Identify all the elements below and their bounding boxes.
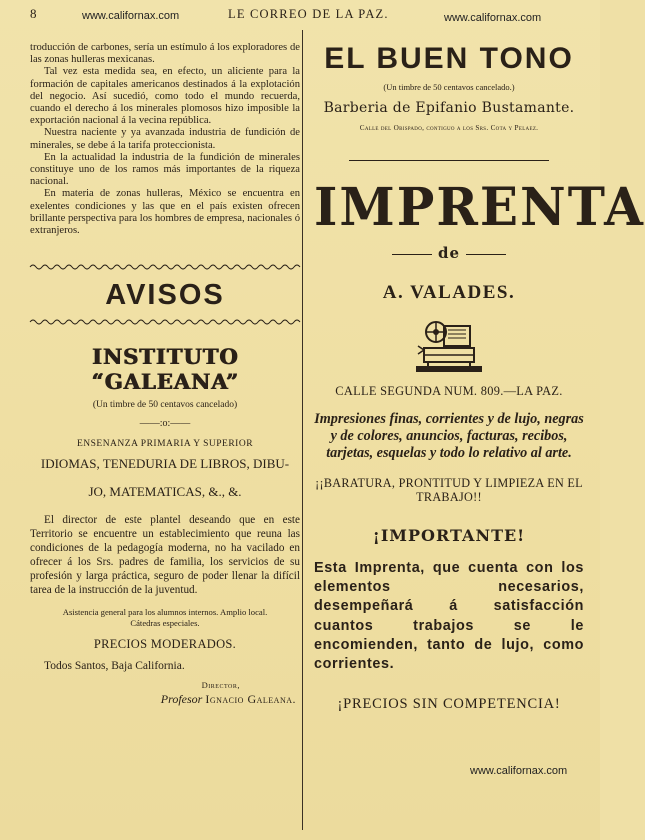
article-text bbox=[30, 42, 300, 237]
precios-sin-competencia: ¡PRECIOS SIN COMPETENCIA! bbox=[337, 696, 561, 713]
page-number: 8 bbox=[30, 6, 37, 21]
imprenta-services: Impresiones finas, corrientes y de lujo, negras y de colores, anuncios, facturas, recibos, tarjetas, esquelas y todo lo relativo al arte. bbox=[314, 411, 584, 461]
asistencia-line-1: Asistencia general para los alumnos internos. Amplio local. bbox=[62, 607, 268, 618]
wavy-rule-bottom bbox=[30, 318, 300, 326]
ensenanza-line: ENSENANZA PRIMARIA Y SUPERIOR bbox=[76, 439, 254, 450]
location-line: Todos Santos, Baja California. bbox=[44, 660, 185, 673]
buen-tono-address: Calle del Obispado, contiguo a los Srs. Cota y Pelaez. bbox=[359, 124, 539, 132]
barberia-line: Barberia de Epifanio Bustamante. bbox=[323, 100, 575, 116]
asistencia-line-2: Cátedras especiales. bbox=[130, 618, 200, 629]
director-label: Director, bbox=[201, 680, 240, 691]
subjects-line-1: IDIOMAS, TENEDURIA DE LIBROS, DIBU- bbox=[40, 456, 290, 472]
baratura-line: ¡¡BARATURA, PRONTITUD Y LIMPIEZA EN EL TRABAJO!! bbox=[315, 476, 583, 504]
importante-heading: ¡IMPORTANTE! bbox=[372, 526, 526, 545]
printing-press-icon bbox=[414, 312, 484, 374]
imprenta-notice: Esta Imprenta, que cuenta con los elementos necesarios, desempeñará á satisfacción cuantos trabajos se le encomienden, tanto de lujo, como corrientes. bbox=[314, 560, 584, 673]
avisos-heading: AVISOS bbox=[105, 279, 225, 312]
article-paragraph: Tal vez esta medida sea, en efecto, un aliciente para la formación de capitales americanos destinados á la explotación del negocio. Así sucedió, como todo el mundo recuerda, cuando el derecho á los minerales plomosos hizo imposible la exportación nacional á la vecina república. bbox=[30, 66, 300, 127]
buen-tono-heading: EL BUEN TONO bbox=[324, 42, 574, 75]
profesor-title: Profesor bbox=[160, 692, 203, 707]
de-text: de bbox=[437, 244, 461, 262]
section-rule bbox=[349, 160, 549, 161]
buen-tono-timbre: (Un timbre de 50 centavos cancelado.) bbox=[383, 82, 515, 92]
imprenta-de bbox=[314, 244, 584, 262]
imprenta-owner: A. VALADES. bbox=[382, 282, 516, 303]
wavy-rule-top bbox=[30, 263, 300, 271]
imprenta-address: CALLE SEGUNDA NUM. 809.—LA PAZ. bbox=[335, 384, 563, 398]
right-column bbox=[314, 42, 645, 713]
profesor-signature bbox=[30, 692, 300, 707]
article-paragraph: troducción de carbones, sería un estímulo á los exploradores de las zonas hulleras mexicanas. bbox=[30, 42, 300, 66]
instituto-heading: INSTITUTO “GALEANA” bbox=[91, 344, 239, 395]
watermark-right: www.californax.com bbox=[444, 12, 542, 24]
watermark-left: www.californax.com bbox=[82, 10, 180, 22]
article-paragraph: En la actualidad la industria de la fundición de minerales constituye uno de los ramos más importantes de la riqueza nacional. bbox=[30, 151, 300, 188]
article-paragraph: En materia de zonas hulleras, México se encuentra en exelentes condiciones y las que en el país existen ofrecen brillante perspectiva para los hombres de empresa, nacionales ó extranjeros. bbox=[30, 188, 300, 237]
page-header bbox=[0, 4, 600, 26]
column-divider bbox=[302, 30, 303, 830]
instituto-timbre: (Un timbre de 50 centavos cancelado) bbox=[92, 400, 238, 411]
de-rule-left bbox=[392, 254, 432, 255]
publication-title: LE CORREO DE LA PAZ. bbox=[228, 7, 389, 21]
article-paragraph: Nuestra naciente y ya avanzada industria de fundición de minerales, se debe á la tarifa proteccionista. bbox=[30, 127, 300, 151]
profesor-name: Ignacio Galeana. bbox=[205, 692, 296, 707]
precios-moderados: PRECIOS MODERADOS. bbox=[93, 637, 237, 652]
de-rule-right bbox=[466, 254, 506, 255]
watermark-bottom: www.californax.com bbox=[470, 765, 568, 777]
instituto-description bbox=[30, 513, 300, 597]
instituto-description-text: El director de este plantel deseando que en este Territorio se encuentre un establecimiento que reuna las condiciones de la pedagogía moderna, no ha vacilado en ofrecer á los Srs. padres de familia, los servicios de su profesión y larga práctica, seguro de poder llenar la difícil tarea de la instrucción de la juventud. bbox=[30, 514, 300, 597]
subjects-line-2: JO, MATEMATICAS, &., &. bbox=[88, 484, 242, 500]
ornament-divider: ——:o:—— bbox=[139, 418, 191, 430]
imprenta-heading: IMPRENTA bbox=[314, 175, 645, 238]
left-column bbox=[30, 42, 300, 707]
